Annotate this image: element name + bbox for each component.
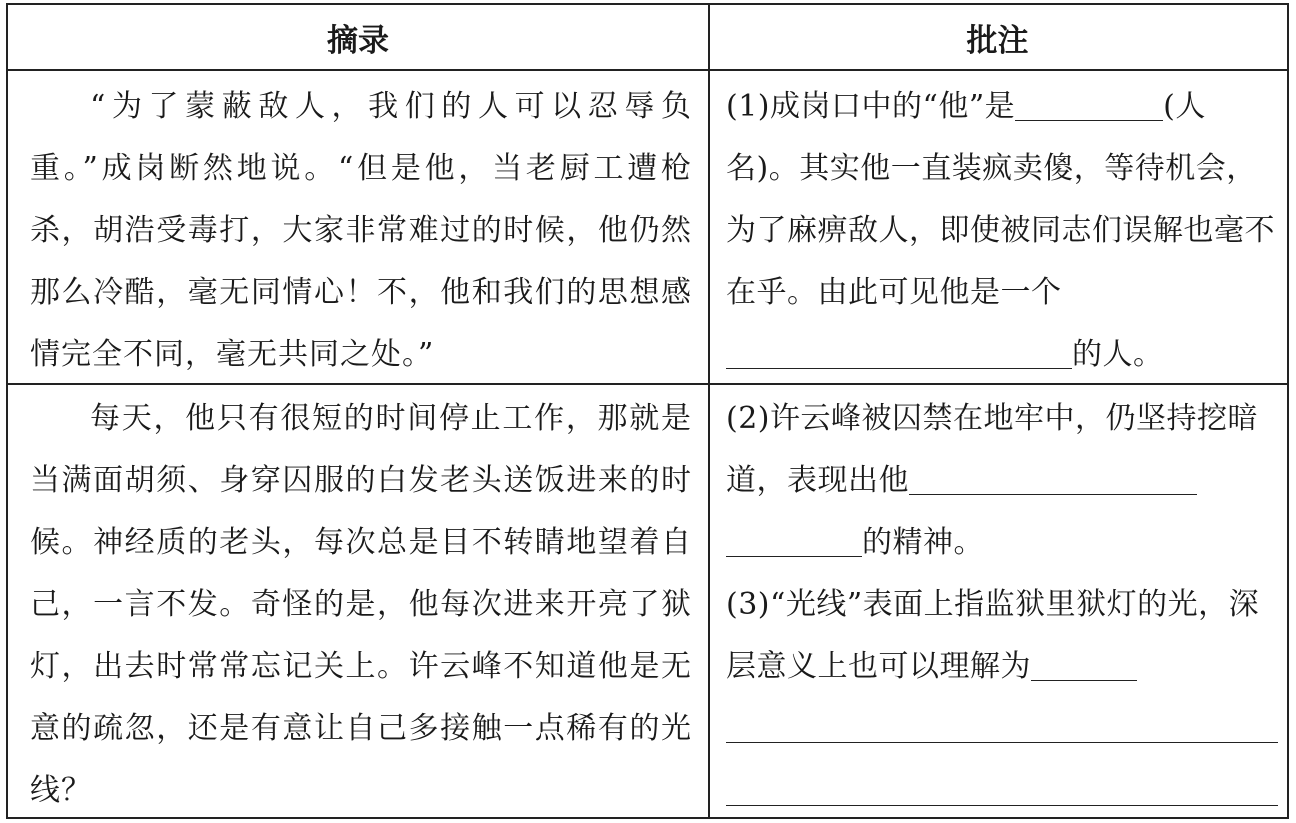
answer-blank-1[interactable]: [1015, 90, 1163, 121]
answer-blank-4[interactable]: [726, 526, 862, 557]
answer-blank-2[interactable]: [726, 338, 1072, 369]
answer-blank-5[interactable]: [1031, 650, 1137, 681]
column-divider: [708, 5, 710, 817]
header-excerpt: 摘录: [8, 5, 708, 71]
question-2-text-a: (2)许云峰被囚禁在地牢中，仍坚持挖暗道，表现出他: [726, 401, 1258, 498]
answer-line-6[interactable]: [726, 698, 1278, 743]
question-1-text-b: (人名)。其实他一直装疯卖傻，等待机会，为了麻痹敌人，即使被同志们误解也毫不在乎。由此可见他是一个: [726, 89, 1275, 310]
annotation-cell-1: [726, 76, 1278, 386]
excerpt-annotation-table: [6, 3, 1289, 819]
excerpt-cell-2: [30, 388, 692, 822]
header-annotation: 批注: [708, 5, 1287, 71]
excerpt-text-2: 每天，他只有很短的时间停止工作，那就是当满面胡须、身穿囚服的白发老头送饭进来的时候。神经质的老头，每次总是目不转睛地望着自己，一言不发。奇怪的是，他每次进来开亮了狱灯，出去时常常忘记关上。许云峰不知道他是无意的疏忽，还是有意让自己多接触一点稀有的光线？: [30, 401, 692, 808]
answer-line-7[interactable]: [726, 761, 1278, 806]
question-3-text-a: (3)“光线”表面上指监狱里狱灯的光，深层意义上也可以理解为: [726, 587, 1260, 684]
excerpt-text-1: “为了蒙蔽敌人，我们的人可以忍辱负重。”成岗断然地说。“但是他，当老厨工遭枪杀，胡浩受毒打，大家非常难过的时候，他仍然那么冷酷，毫无同情心！不，他和我们的思想感情完全不同，毫无共同之处。”: [30, 89, 692, 372]
question-2-text-b: 的精神。: [862, 525, 984, 560]
question-1-text-a: (1)成岗口中的“他”是: [726, 89, 1016, 124]
question-1-text-c: 的人。: [1072, 337, 1164, 372]
answer-blank-3[interactable]: [909, 464, 1197, 495]
annotation-cell-2: [726, 388, 1278, 806]
excerpt-cell-1: [30, 76, 692, 386]
